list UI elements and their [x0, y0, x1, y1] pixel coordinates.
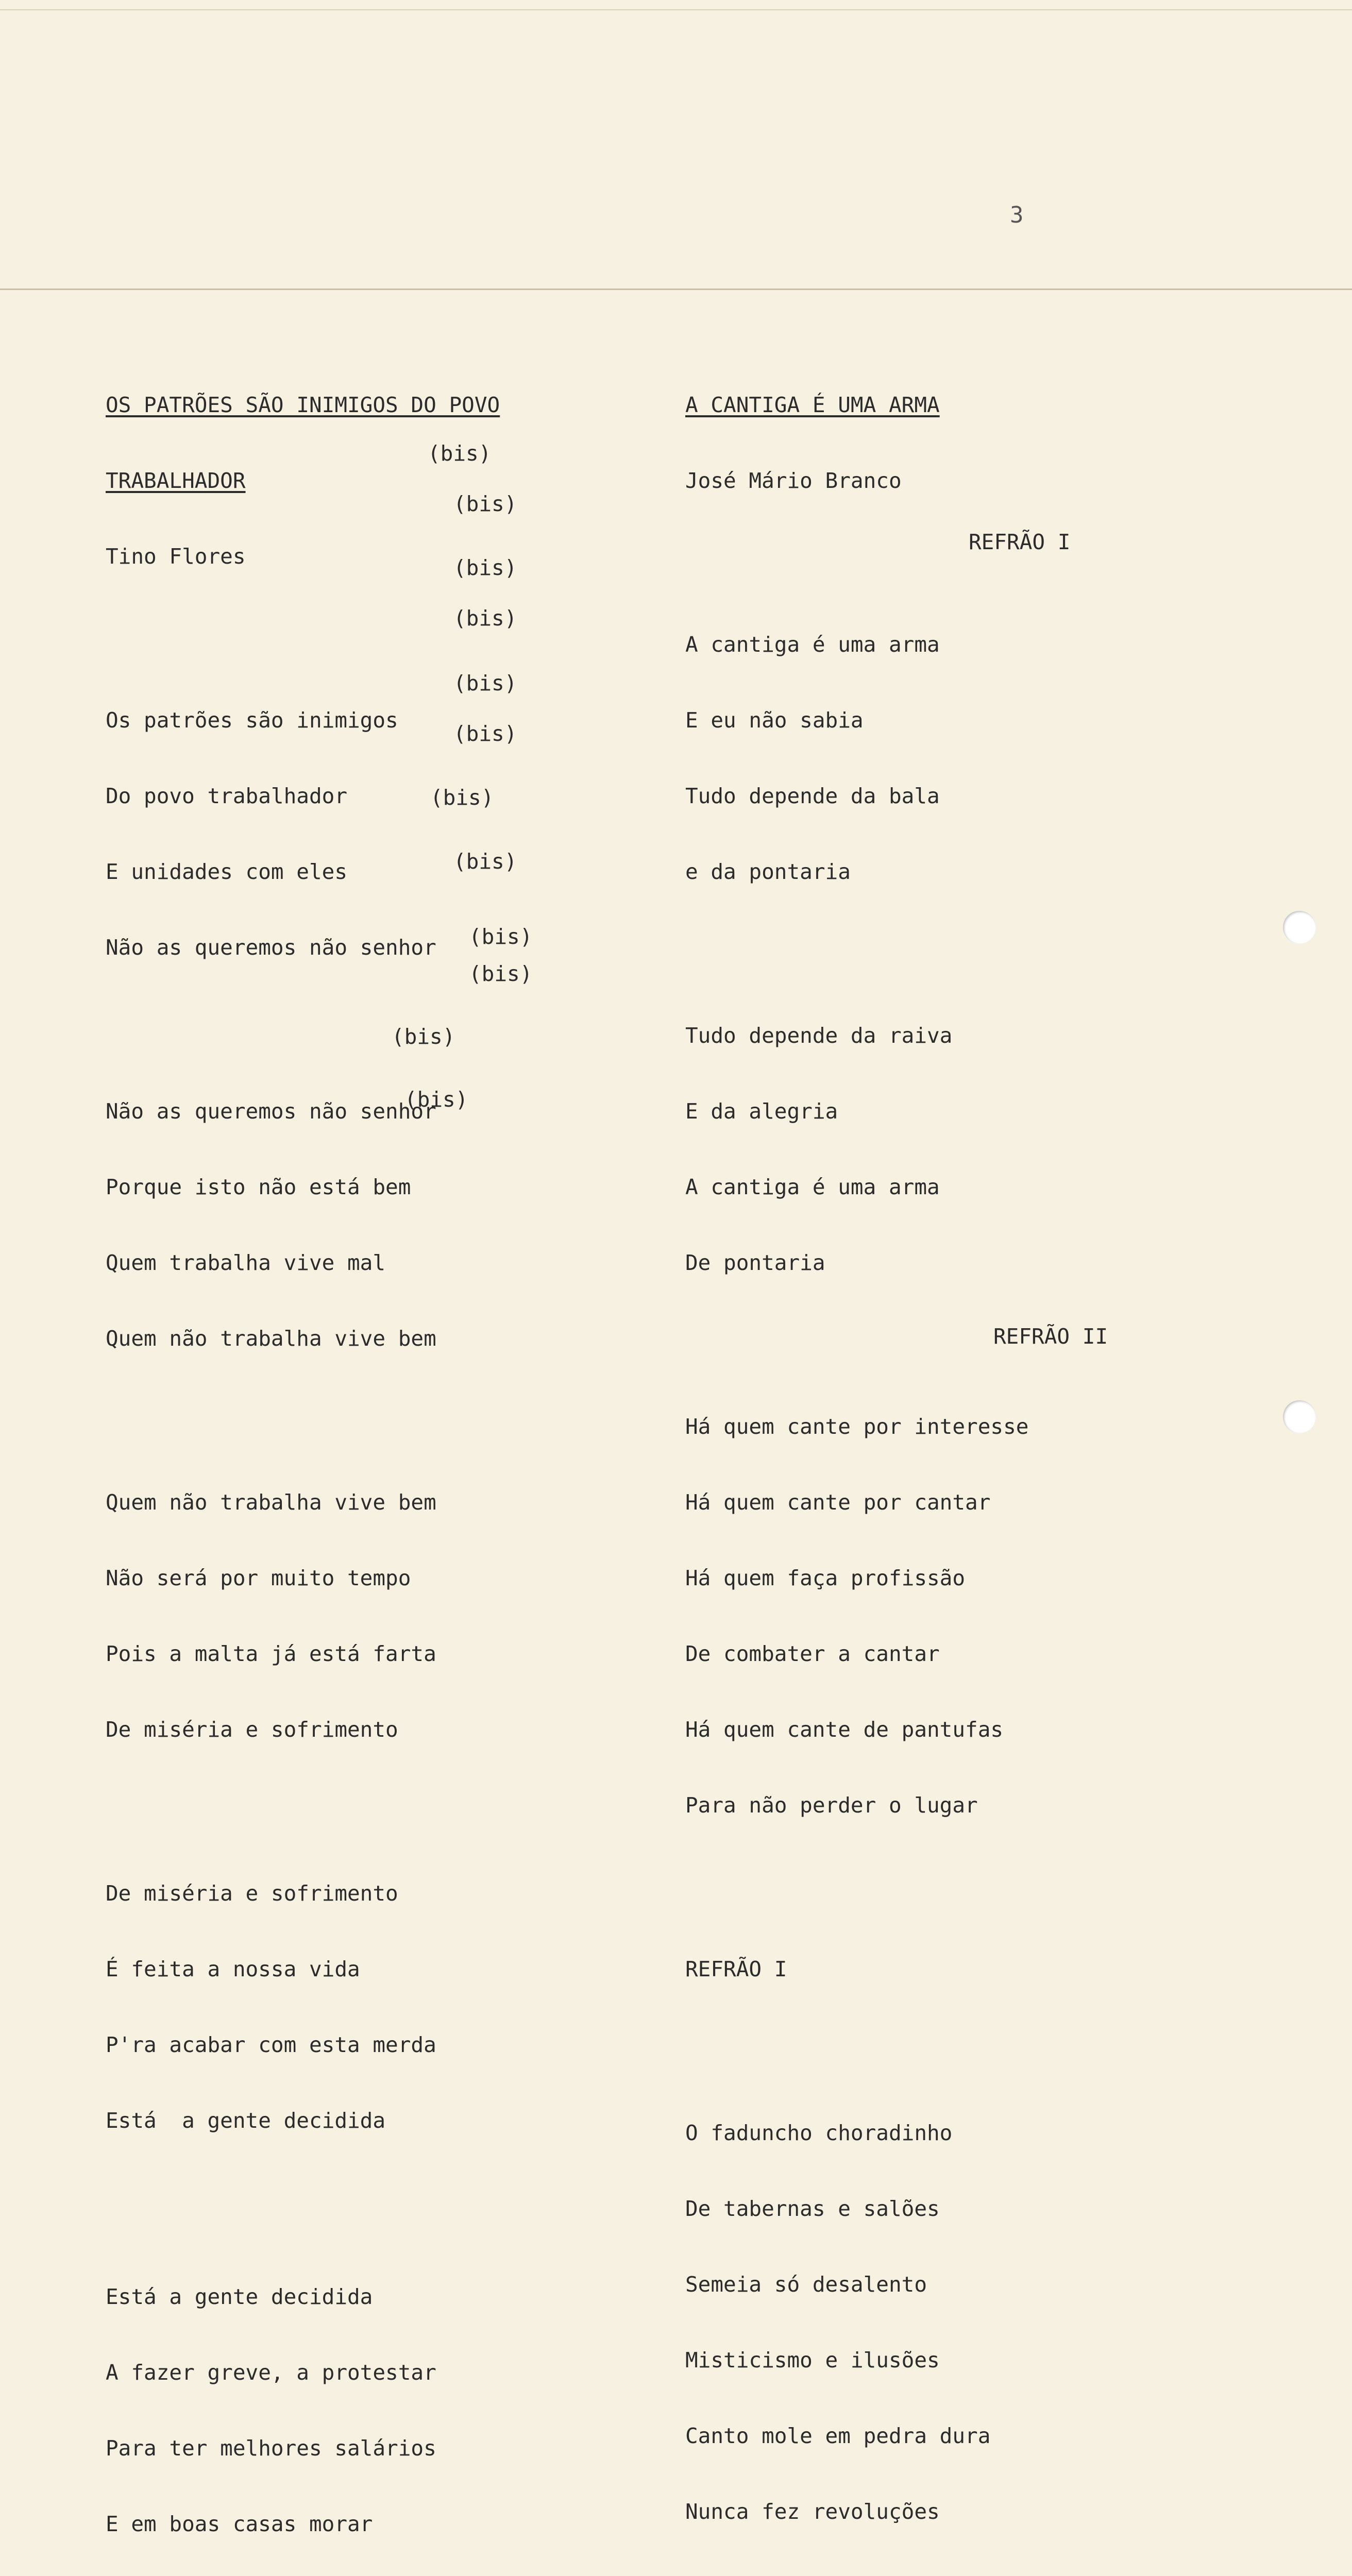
bis-marker: (bis)	[453, 492, 517, 516]
lyric-line: Há quem cante por interesse	[685, 1414, 1029, 1439]
lyric-line: Há quem cante de pantufas	[685, 1717, 1004, 1742]
lyric-line: Do povo trabalhador	[106, 784, 347, 808]
refrain-label: REFRÃO II	[993, 1324, 1108, 1349]
lyric-line: Nunca fez revoluções	[685, 2499, 940, 2524]
bis-marker: (bis)	[453, 721, 517, 746]
bis-marker: (bis)	[453, 849, 517, 874]
lyric-line: Quem não trabalha vive bem	[106, 1490, 436, 1515]
lyric-line: Para não perder o lugar	[685, 1793, 978, 1818]
lyric-line: Quem não trabalha vive bem	[106, 1326, 436, 1351]
song-author: Tino Flores	[106, 544, 246, 569]
lyric-line: A cantiga é uma arma	[685, 632, 940, 657]
lyric-line: Pois a malta já está farta	[106, 1641, 436, 1666]
lyric-line: P'ra acabar com esta merda	[106, 2032, 436, 2057]
lyric-line: Está a gente decidida	[106, 2284, 373, 2309]
song-title: A CANTIGA É UMA ARMA	[685, 393, 940, 417]
lyric-line: Para ter melhores salários	[106, 2436, 436, 2461]
fold-line	[0, 289, 1352, 290]
lyric-line: De tabernas e salões	[685, 2196, 940, 2221]
lyric-line: E unidades com eles	[106, 859, 347, 884]
bis-marker: (bis)	[453, 555, 517, 580]
lyric-line: De combater a cantar	[685, 1641, 940, 1666]
lyric-line: Há quem faça profissão	[685, 1566, 966, 1590]
bis-marker: (bis)	[404, 1087, 468, 1112]
bis-marker: (bis)	[453, 606, 517, 631]
lyric-line: A cantiga é uma arma	[685, 1175, 940, 1199]
lyric-line: Há quem cante por cantar	[685, 1490, 991, 1515]
lyric-line: De miséria e sofrimento	[106, 1881, 398, 1906]
bis-marker: (bis)	[428, 441, 492, 466]
page-number: 3	[1010, 202, 1024, 228]
refrain-reference: REFRÃO I	[685, 1957, 787, 1981]
lyric-line: De pontaria	[685, 1250, 825, 1275]
lyric-line: E em boas casas morar	[106, 2512, 373, 2536]
punch-hole	[1283, 1400, 1316, 1433]
song-author: José Mário Branco	[685, 468, 902, 493]
lyric-line: Misticismo e ilusões	[685, 2348, 940, 2372]
lyric-line: Tudo depende da raiva	[685, 1023, 953, 1048]
bis-marker: (bis)	[430, 785, 494, 810]
bis-marker: (bis)	[469, 924, 533, 949]
lyric-line: É feita a nossa vida	[106, 1957, 360, 1981]
lyric-line: Não as queremos não senhor	[106, 1099, 436, 1124]
lyric-line: O faduncho choradinho	[685, 2121, 953, 2145]
bis-marker: (bis)	[392, 1024, 455, 1049]
song-title-line: TRABALHADOR	[106, 468, 246, 493]
lyric-line: Quem trabalha vive mal	[106, 1250, 386, 1275]
lyric-line: Porque isto não está bem	[106, 1175, 411, 1199]
right-song	[685, 342, 1201, 2576]
lyric-line: Canto mole em pedra dura	[685, 2424, 991, 2448]
bis-marker: (bis)	[469, 961, 533, 986]
lyric-line: E eu não sabia	[685, 708, 864, 733]
left-song	[106, 342, 621, 2576]
lyric-line: e da pontaria	[685, 859, 851, 884]
lyric-line: Não as queremos não senhor	[106, 935, 436, 960]
lyric-line: Semeia só desalento	[685, 2272, 927, 2297]
punch-hole	[1283, 911, 1316, 944]
song-title-line: OS PATRÕES SÃO INIMIGOS DO POVO	[106, 393, 500, 417]
bis-marker: (bis)	[453, 671, 517, 696]
lyric-line: A fazer greve, a protestar	[106, 2360, 436, 2385]
refrain-label: REFRÃO I	[969, 530, 1071, 554]
lyric-line: Está a gente decidida	[106, 2108, 386, 2133]
lyric-line: De miséria e sofrimento	[106, 1717, 398, 1742]
lyric-line: Não será por muito tempo	[106, 1566, 411, 1590]
lyric-line: Tudo depende da bala	[685, 784, 940, 808]
page-edge	[0, 9, 1352, 10]
lyric-line: Os patrões são inimigos	[106, 708, 398, 733]
lyric-line: E da alegria	[685, 1099, 838, 1124]
